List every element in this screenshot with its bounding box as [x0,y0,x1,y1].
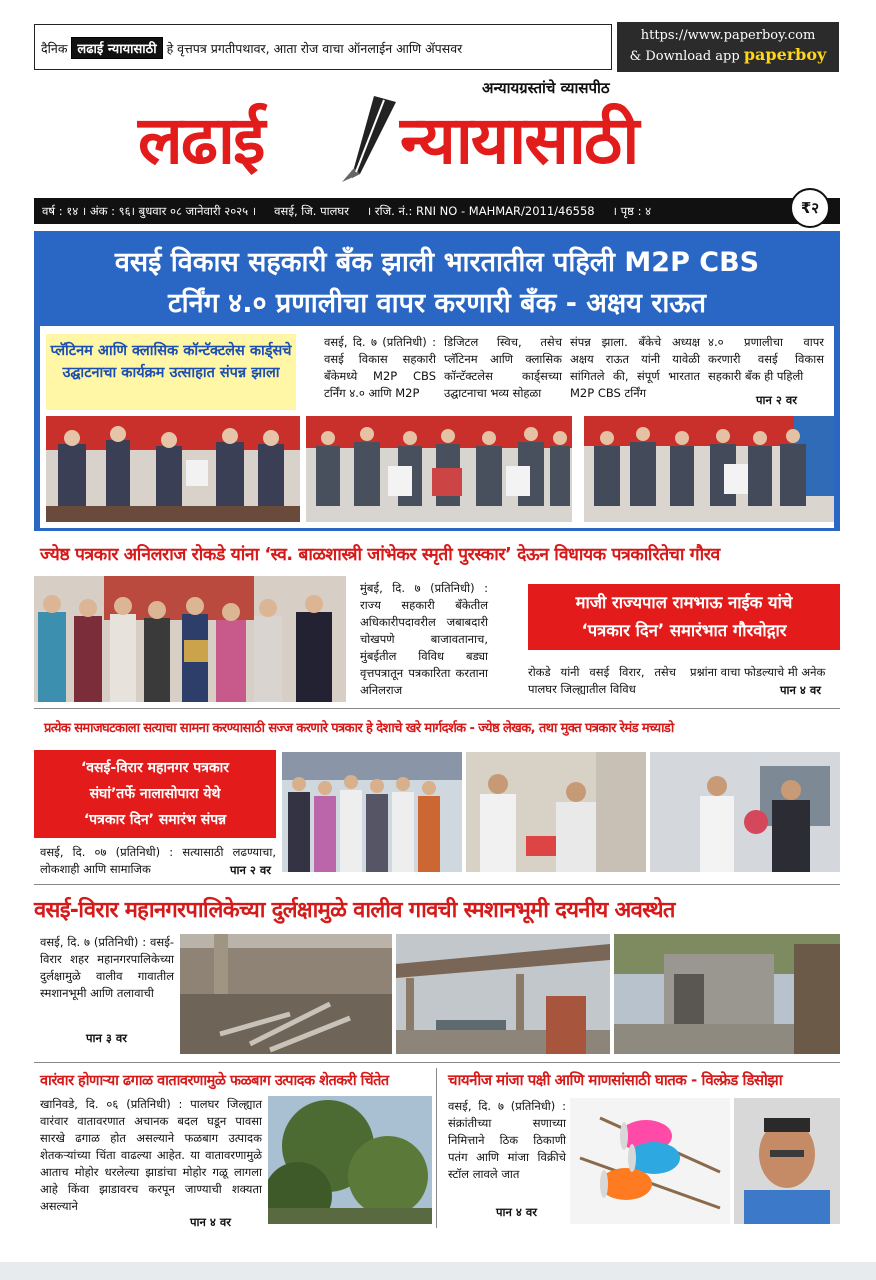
story-bank-col-4: ४.० प्रणालीचा वापर करणारी वसई विकास सहकारी बँक ही पहिली [708,335,824,383]
story-weather-jump[interactable]: पान ४ वर [190,1215,231,1229]
story-bank-box [34,231,840,531]
price-badge: ₹२ [790,188,830,228]
story-journalist-subheadline: ‘वसई-विरार महानगर पत्रकार संघां’तर्फे नालासोपारा येथे ‘पत्रकार दिन’ समारंभ संपन्न [34,750,276,838]
bank-event-photo-3 [584,416,834,522]
wilfred-dsouza-portrait [734,1098,840,1224]
story-award-headline[interactable]: ज्येष्ठ पत्रकार अनिलराज रोकडे यांना ‘स्व. बाळशास्त्री जांभेकर स्मृती पुरस्कार’ देऊन विधायक पत्रकारितेचा गौरव [40,545,720,565]
banner-mini-masthead: लढाई न्यायासाठी [71,37,162,59]
pen-nib-icon [334,92,404,184]
masthead [138,90,748,190]
story-award-subheadline: माजी राज्यपाल रामभाऊ नाईक यांचे ‘पत्रकार दिन’ समारंभात गौरवोद्गार [528,584,840,650]
story-bank-col-3: संपन्न झाला. बँकेचे अध्यक्ष अक्षय राऊत यांनी यावेळी सांगितले की, संपूर्ण भारतात M2P CBS टर्निंग [570,335,700,400]
crematorium-photo-3 [614,934,840,1054]
story-award-jump[interactable]: पान ४ वर [780,683,821,697]
page-count: । पृष्ठ : ४ [612,203,652,218]
award-event-photo [34,576,346,702]
story-journalist-headline[interactable]: प्रत्येक समाजघटकाला सत्याचा सामना करण्यासाठी सज्ज करणारे पत्रकार हे देशाचे खरे मार्गदर्शक - ज्येष्ठ लेखक, तथा मुक्त पत्रकार रेमंड मच्याडो [44,721,674,736]
divider-3 [34,1062,840,1063]
story-weather-text: खानिवडे, दि. ०६ (प्रतिनिधी) : पालघर जिल्ह्यात वारंवार वातावरणात अचानक बदल घडून पावसा सारखे ढगाळ होत असल्याने फळबाग उत्पादक शेतकऱ्यांच्या चिंता वाढल्या आहेत. या वातावरणामुळे आताच मोहोर धरलेल्या झाडांचा मोहोर गळू लागला आहे किंवा झाडावरच करपून जाण्याची शक्यता असल्याने [40,1097,262,1213]
story-crematorium-headline[interactable]: वसई-विरार महानगरपालिकेच्या दुर्लक्षामुळे वालीव गावची स्मशानभूमी दयनीय अवस्थेत [34,898,675,923]
masthead-tagline: अन्यायग्रस्तांचे व्यासपीठ [482,79,610,97]
crematorium-photo-2 [396,934,610,1054]
story-bank-col-2: डिजिटल स्विच, तसेच प्लॅटिनम आणि क्लासिक कॉन्टॅक्टलेस कार्ड्सच्या उद्घाटनाचा भव्य सोहळा [444,335,562,400]
story-weather-headline[interactable]: वारंवार होणाऱ्या ढगाळ वातावरणामुळे फळबाग उत्पादक शेतकरी चिंतेत [40,1073,389,1089]
story-manja-jump[interactable]: पान ४ वर [496,1205,537,1219]
promo-app-name: paperboy [743,45,827,64]
story-bank-headline[interactable]: वसई विकास सहकारी बँक झाली भारतातील पहिली M2P CBS टर्निंग ४.० प्रणालीचा वापर करणारी बँक - अक्षय राऊत [114,247,760,319]
bank-event-photo-1 [46,416,300,522]
story-award-text-3: प्रश्नांना वाचा फोडल्याचे मी अनेक [690,665,826,679]
paperboy-promo[interactable] [617,22,839,72]
issue-details: वर्ष : १४ । अंक : ९६। बुधवार ०८ जानेवारी २०२५ । [42,203,257,218]
journalist-event-photo-3 [650,752,840,872]
crematorium-photo-1 [180,934,392,1054]
story-manja-text: वसई, दि. ७ (प्रतिनिधी) : संक्रांतीच्या सणाच्या निमित्ताने ठिक ठिकाणी पतंग आणि मांजा विक्रीचे स्टॉल लावले जात [448,1099,566,1181]
divider-2 [34,884,840,885]
story-bank-subheadline: प्लॅटिनम आणि क्लासिक कॉन्टॅक्टलेस कार्ड्सचे उद्घाटनाचा कार्यक्रम उत्साहात संपन्न झाला [46,334,296,410]
story-manja-headline[interactable]: चायनीज मांजा पक्षी आणि माणसांसाठी घातक - विल्फ्रेड डिसोझा [448,1071,783,1089]
column-divider [436,1068,437,1228]
story-crematorium-text: वसई, दि. ७ (प्रतिनिधी) : वसई-विरार शहर महानगरपालिकेच्या दुर्लक्षामुळे वालीव गावातील स्मशानभूमी आणि तलावाची [40,935,174,1000]
story-journalist-text: वसई, दि. ०७ (प्रतिनिधी) : सत्यासाठी लढण्याचा, लोकशाही आणि सामाजिक [40,845,276,876]
banner-message: हे वृत्तपत्र प्रगतीपथावर, आता रोज वाचा ऑनलाईन आणि ॲपसवर [166,40,463,56]
divider-1 [34,708,840,709]
bank-event-photo-2 [306,416,572,522]
manja-spools-photo [570,1098,730,1224]
masthead-title-left: लढाई [138,101,264,179]
journalist-event-photo-2 [466,752,646,872]
story-journalist-jump[interactable]: पान २ वर [230,863,271,877]
masthead-title-right: न्यायासाठी [400,101,638,179]
bottom-strip [0,1262,876,1280]
journalist-event-photo-1 [282,752,462,872]
story-crematorium-jump[interactable]: पान ३ वर [86,1031,127,1045]
story-award-text-1: मुंबई, दि. ७ (प्रतिनिधी) : राज्य सहकारी बँकेतील अधिकारीपदावरील जबाबदारी चोखपणे बाजावतानाच, मुंबईतील विविध बड्या वृत्तपत्रातून पत्रकारिता करताना अनिलराज [360,581,488,697]
promo-download[interactable]: & Download app paperboy [629,45,827,64]
top-banner [34,24,612,70]
promo-url[interactable]: https://www.paperboy.com [640,28,816,43]
issue-info-bar [34,198,840,224]
registration-number: । रजि. नं.: RNI NO - MAHMAR/2011/46558 [366,203,595,218]
story-bank-jump[interactable]: पान २ वर [756,393,797,407]
issue-place: वसई, जि. पालघर [274,203,349,218]
story-bank-col-1: वसई, दि. ७ (प्रतिनिधी) : वसई विकास सहकारी बँकेमध्ये M2P CBS टर्निंग ४.० आणि M2P [324,335,436,400]
banner-prefix: दैनिक [41,40,68,56]
mango-tree-photo [268,1096,432,1224]
story-award-text-2: रोकडे यांनी वसई विरार, तसेच पालघर जिल्ह्यातील विविध [528,665,676,696]
